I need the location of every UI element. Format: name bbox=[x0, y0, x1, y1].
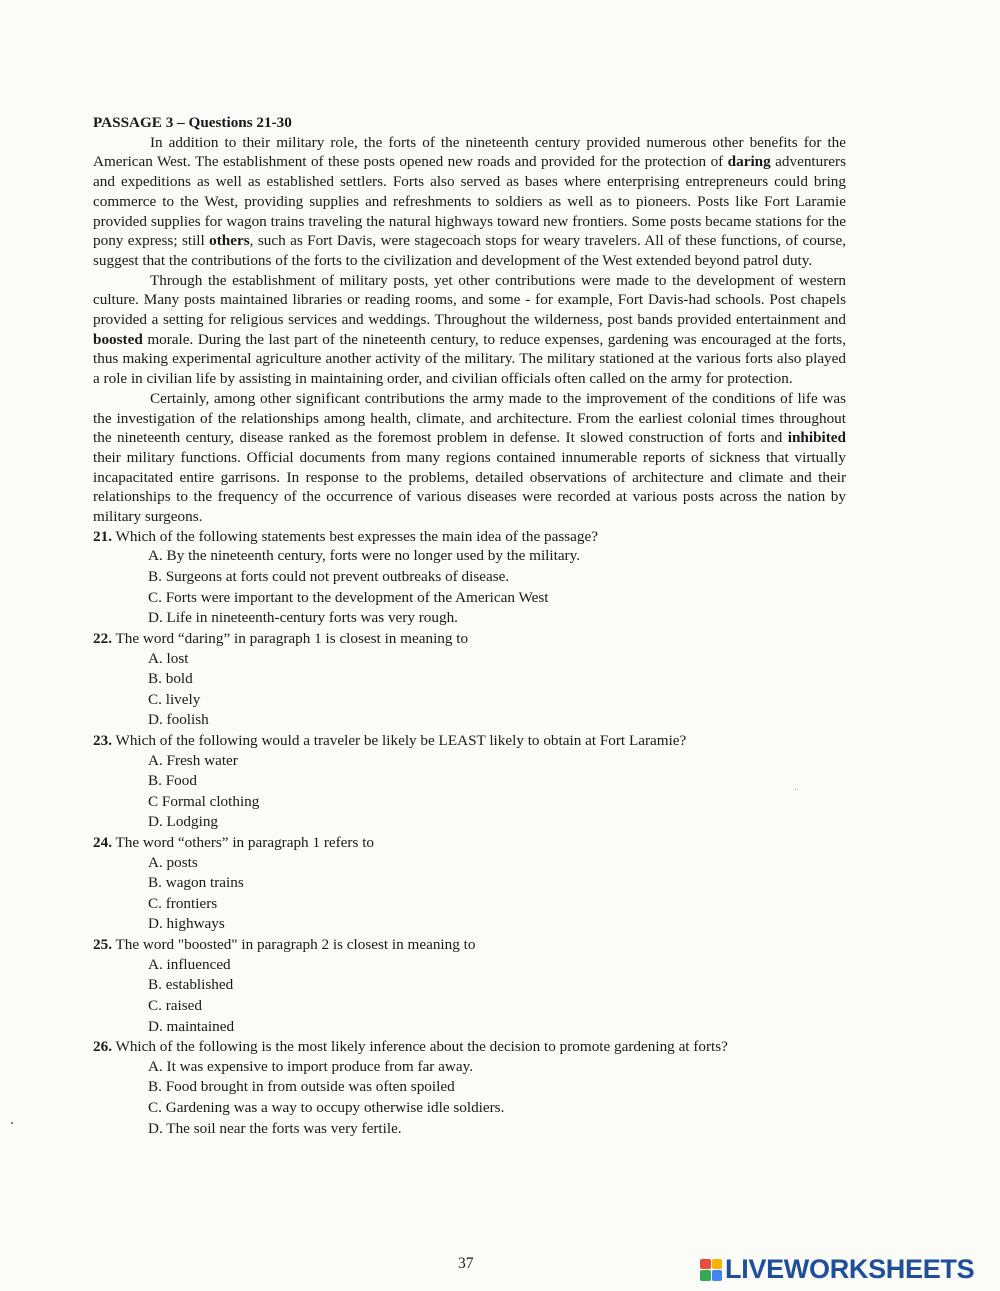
answer-options bbox=[93, 546, 846, 628]
question-22 bbox=[93, 629, 846, 731]
passage-paragraph-2 bbox=[93, 271, 846, 389]
answer-option: C. Gardening was a way to occupy otherwise idle soldiers. bbox=[148, 1099, 505, 1117]
answer-option: B. Food brought in from outside was often spoiled bbox=[148, 1078, 455, 1096]
highlighted-word: others bbox=[209, 232, 250, 250]
paragraph-text: adventurers and expeditions as well as established settlers. Forts also served as bases where enterprising entrepreneurs could bring commerce to the West, providing supplies and refreshments to soldiers as well as to pioneers. Posts like Fort Laramie provided supplies for wagon trains traveling the natural highways toward new frontiers. Some posts became stations for the pony express; still bbox=[93, 153, 846, 250]
answer-option: A. Fresh water bbox=[148, 751, 238, 769]
question-23 bbox=[93, 731, 846, 833]
question-number: 21. bbox=[93, 527, 112, 545]
question-stem bbox=[93, 629, 846, 649]
scan-artifact bbox=[11, 1122, 13, 1124]
question-stem bbox=[93, 935, 846, 955]
paragraph-text: , such as Fort Davis, were stagecoach stops for weary travelers. All of these functions, of course, suggest that the contributions of the forts to the civilization and development of the West extended beyond patrol duty. bbox=[93, 232, 846, 269]
passage-paragraph-1 bbox=[93, 133, 846, 271]
answer-options bbox=[93, 955, 846, 1037]
logo-square-green bbox=[700, 1270, 711, 1281]
answer-option: A. It was expensive to import produce from far away. bbox=[148, 1057, 474, 1075]
highlighted-word: daring bbox=[727, 153, 771, 171]
highlighted-word: boosted bbox=[93, 330, 143, 348]
paragraph-text: Through the establishment of military posts, yet other contributions were made to the development of western culture. Many posts maintained libraries or reading rooms, and some - for example, Fort Davis-had schools. Post chapels provided a setting for religious services and weddings. Throughout the wilderness, post bands provided entertainment and bbox=[93, 271, 846, 329]
question-stem bbox=[93, 833, 846, 853]
answer-option: D. Life in nineteenth-century forts was very rough. bbox=[148, 609, 458, 627]
logo-square-red bbox=[700, 1259, 711, 1270]
answer-option: C. raised bbox=[148, 996, 202, 1014]
question-number: 25. bbox=[93, 936, 112, 954]
answer-option: A. By the nineteenth century, forts were no longer used by the military. bbox=[148, 547, 581, 565]
answer-option: A. posts bbox=[148, 853, 198, 871]
answer-options bbox=[93, 1057, 846, 1139]
question-text: Which of the following is the most likely inference about the decision to promote gardening at forts? bbox=[111, 1038, 728, 1056]
question-number: 23. bbox=[93, 731, 112, 749]
answer-option: C. frontiers bbox=[148, 894, 218, 912]
question-text: The word "boosted" in paragraph 2 is closest in meaning to bbox=[111, 936, 476, 954]
answer-options bbox=[93, 853, 846, 935]
answer-option: B. Surgeons at forts could not prevent outbreaks of disease. bbox=[148, 568, 510, 586]
question-stem bbox=[93, 527, 846, 547]
paragraph-text: their military functions. Official documents from many regions contained innumerable reports of sickness that virtually incapacitated entire garrisons. In response to the problems, detailed observations of architecture and climate and their relationships to the frequency of the occurrence of various diseases were recorded at various posts across the nation by military surgeons. bbox=[93, 448, 846, 526]
answer-option: A. lost bbox=[148, 649, 189, 667]
question-stem bbox=[93, 731, 846, 751]
answer-option: D. highways bbox=[148, 915, 225, 933]
answer-option: C. lively bbox=[148, 690, 201, 708]
answer-options bbox=[93, 751, 846, 833]
answer-option: D. The soil near the forts was very fertile. bbox=[148, 1119, 402, 1137]
answer-option: D. maintained bbox=[148, 1017, 235, 1035]
question-list bbox=[93, 527, 846, 1139]
answer-option: B. bold bbox=[148, 670, 193, 688]
question-25 bbox=[93, 935, 846, 1037]
answer-option: C. Forts were important to the development of the American West bbox=[148, 588, 549, 606]
question-number: 22. bbox=[93, 629, 112, 647]
passage-paragraph-3 bbox=[93, 389, 846, 527]
logo-text: LIVEWORKSHEETS bbox=[725, 1254, 975, 1284]
paragraph-text: morale. During the last part of the nineteenth century, to reduce expenses, gardening was encouraged at the forts, thus making experimental agriculture another activity of the military. The military stationed at the various forts also played a role in civilian life by assisting in maintaining order, and civilian officials often called on the army for protection. bbox=[93, 330, 846, 388]
answer-option: A. influenced bbox=[148, 955, 231, 973]
question-number: 24. bbox=[93, 834, 112, 851]
question-number: 26. bbox=[93, 1038, 112, 1056]
page-number: 37 bbox=[458, 1255, 474, 1272]
paragraph-text: Certainly, among other significant contributions the army made to the improvement of the conditions of life was the investigation of the relationships among health, climate, and architecture. From the earliest colonial times throughout the nineteenth century, disease ranked as the foremost problem in defense. It slowed construction of forts and bbox=[93, 389, 846, 447]
answer-option: D. Lodging bbox=[148, 813, 219, 831]
worksheet-page bbox=[93, 113, 846, 1139]
question-26 bbox=[93, 1037, 846, 1139]
answer-option: B. wagon trains bbox=[148, 874, 244, 892]
logo-square-yellow bbox=[712, 1259, 723, 1270]
answer-option: D. foolish bbox=[148, 711, 209, 729]
answer-option: C Formal clothing bbox=[148, 792, 260, 810]
passage-body bbox=[93, 133, 846, 527]
logo-square-blue bbox=[712, 1270, 723, 1281]
answer-option: B. Food bbox=[148, 772, 197, 790]
paragraph-text: In addition to their military role, the forts of the nineteenth century provided numerous other benefits for the American West. The establishment of these posts opened new roads and provided for the protection of bbox=[93, 133, 846, 171]
answer-options bbox=[93, 649, 846, 731]
question-text: Which of the following statements best expresses the main idea of the passage? bbox=[111, 527, 598, 545]
question-text: The word “others” in paragraph 1 refers to bbox=[111, 834, 375, 851]
question-text: The word “daring” in paragraph 1 is closest in meaning to bbox=[111, 629, 469, 647]
scan-artifact bbox=[795, 789, 796, 790]
question-text: Which of the following would a traveler be likely be LEAST likely to obtain at Fort Laramie? bbox=[111, 731, 687, 749]
passage-title: PASSAGE 3 – Questions 21-30 bbox=[93, 114, 292, 131]
question-21 bbox=[93, 527, 846, 629]
question-24 bbox=[93, 833, 846, 935]
question-stem bbox=[93, 1037, 846, 1057]
highlighted-word: inhibited bbox=[787, 429, 846, 447]
liveworksheets-logo-icon bbox=[700, 1259, 722, 1281]
answer-option: B. established bbox=[148, 976, 234, 994]
liveworksheets-logo bbox=[700, 1254, 974, 1285]
